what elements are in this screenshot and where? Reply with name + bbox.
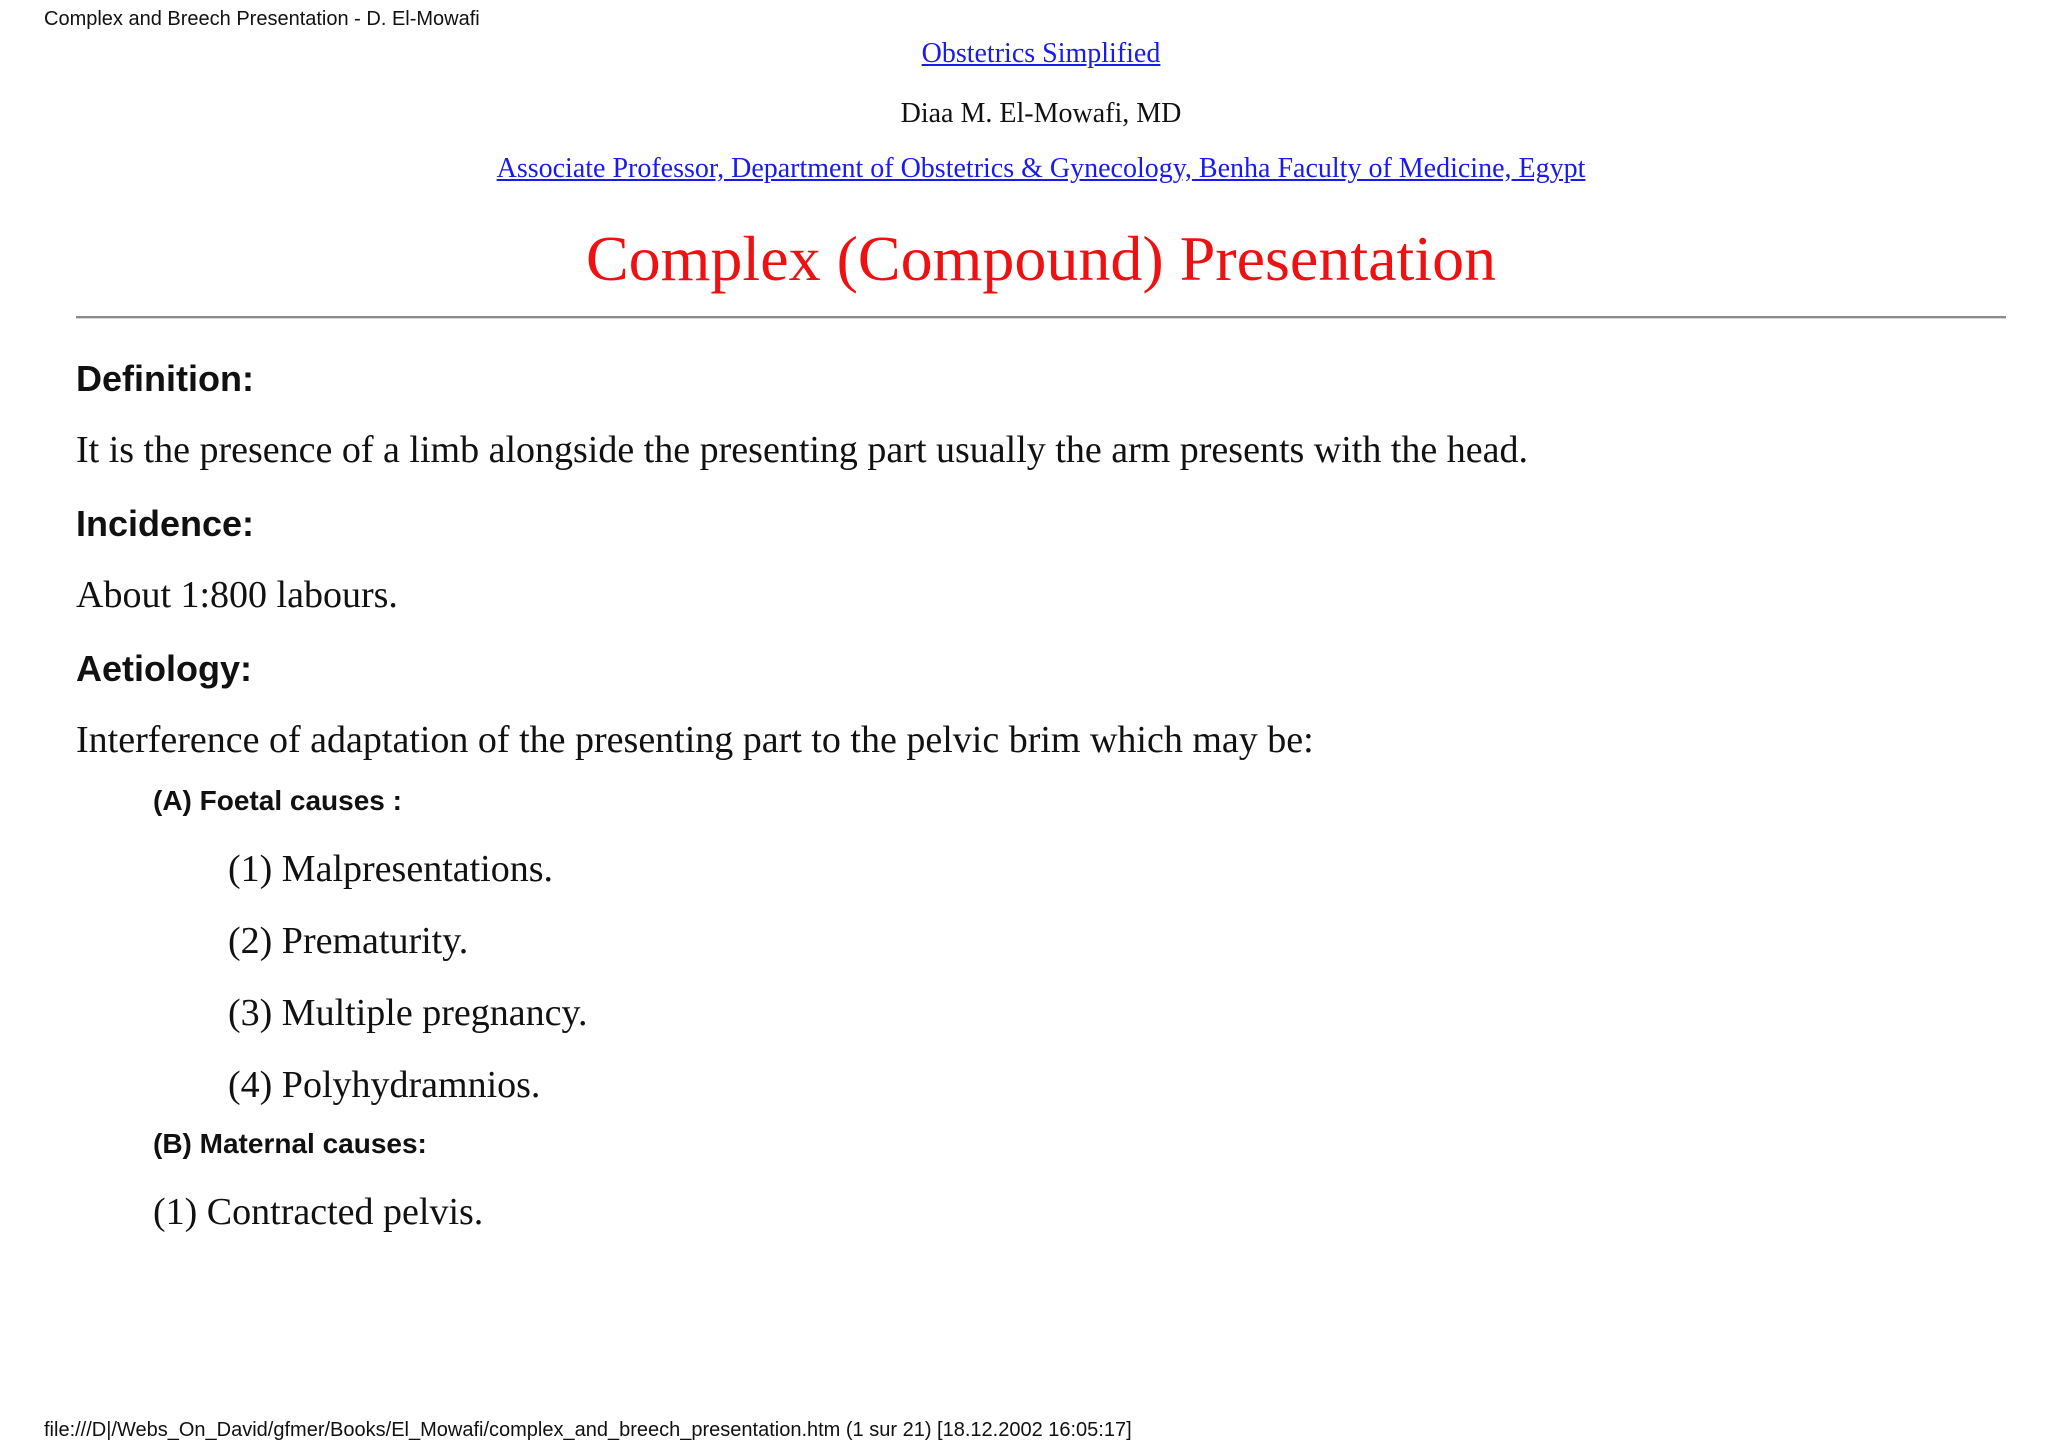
foetal-causes-heading: (A) Foetal causes : — [153, 785, 402, 816]
affiliation-link[interactable]: Associate Professor, Department of Obstetrics & Gynecology, Benha Faculty of Medicine, Egypt — [496, 153, 1586, 184]
affiliation-line — [76, 153, 2006, 185]
maternal-cause-item: (1) Contracted pelvis. — [153, 1191, 484, 1233]
maternal-causes-heading: (B) Maternal causes: — [153, 1128, 427, 1159]
incidence-text: About 1:800 labours. — [76, 574, 398, 616]
definition-text: It is the presence of a limb alongside the presenting part usually the arm presents with the head. — [76, 429, 1529, 471]
author-name: Diaa M. El-Mowafi, MD — [900, 98, 1182, 129]
book-link[interactable]: Obstetrics Simplified — [921, 38, 1161, 69]
print-header: Complex and Breech Presentation - D. El-Mowafi — [44, 8, 480, 30]
horizontal-rule — [76, 316, 2006, 319]
foetal-cause-item: (1) Malpresentations. — [228, 848, 554, 890]
definition-heading: Definition: — [76, 358, 254, 399]
print-footer-url: file:///D|/Webs_On_David/gfmer/Books/El_Mowafi/complex_and_breech_presentation.htm (1 sur 21) [18.12.2002 16:05:17] — [44, 1419, 1132, 1441]
incidence-heading: Incidence: — [76, 503, 255, 544]
foetal-cause-item: (3) Multiple pregnancy. — [228, 992, 588, 1034]
aetiology-heading: Aetiology: — [76, 648, 252, 689]
foetal-cause-item: (4) Polyhydramnios. — [228, 1064, 541, 1106]
foetal-cause-item: (2) Prematurity. — [228, 920, 469, 962]
aetiology-text: Interference of adaptation of the presenting part to the pelvic brim which may be: — [76, 719, 1314, 761]
page-title: Complex (Compound) Presentation — [585, 223, 1497, 294]
book-link-line — [76, 38, 2006, 70]
